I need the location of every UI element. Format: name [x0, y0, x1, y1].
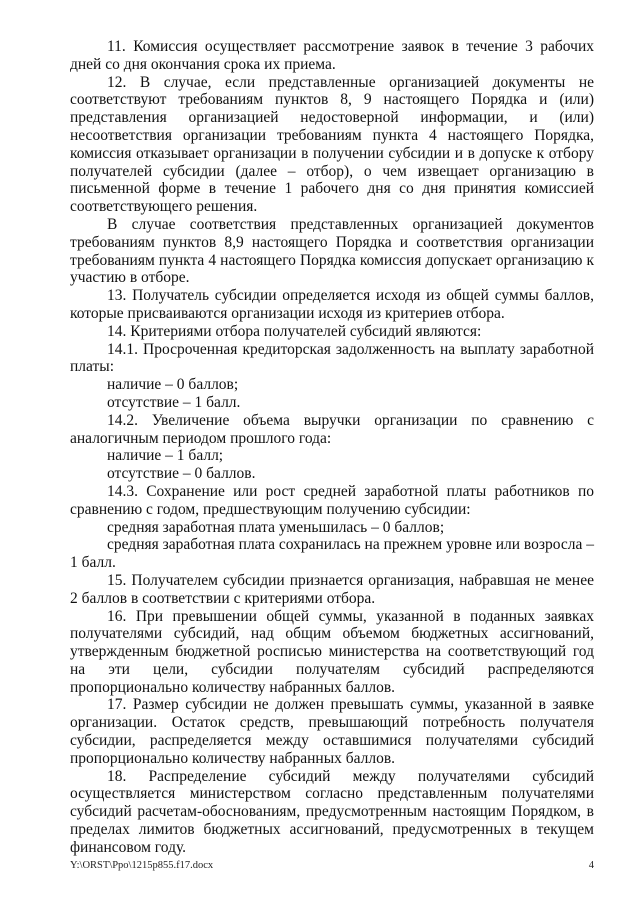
paragraph-18: 18. Распределение субсидий между получателями субсидий осуществляется министерством согласно представленным получателями субсидий расчетам-обоснованиям, предусмотренным настоящим Порядком, в пределах лимитов бюджетных ассигнований, предусмотренных в текущем финансовом году.: [70, 767, 594, 856]
paragraph-16: 16. При превышении общей суммы, указанной в поданных заявках получателями субсидий, над общим объемом бюджетных ассигнований, утвержденным бюджетной росписью министерства на соответствующий год на эти цели, субсидии получателям субсидий распределяются пропорционально количеству набранных баллов.: [70, 607, 594, 696]
paragraph-15: 15. Получателем субсидии признается организация, набравшая не менее 2 баллов в соответствии с критериями отбора.: [70, 571, 594, 607]
paragraph-14-2: 14.2. Увеличение объема выручки организации по сравнению с аналогичным периодом прошлого года:: [70, 411, 594, 447]
list-item: средняя заработная плата сохранилась на прежнем уровне или возросла – 1 балл.: [70, 536, 594, 572]
list-item: отсутствие – 0 баллов.: [107, 465, 256, 483]
list-item: отсутствие – 1 балл.: [107, 393, 241, 411]
list-item: наличие – 1 балл;: [107, 447, 224, 465]
paragraph-12: 12. В случае, если представленные организацией документы не соответствуют требованиям пунктов 8, 9 настоящего Порядка и (или) представления организацией недостоверной информации, и (или) несоответствия организации требованиям пункта 4 настоящего Порядка, комиссия отказывает организации в получении субсидии и в допуске к отбору получателей субсидии (далее – отбор), о чем извещает организацию в письменной форме в течение 1 рабочего дня со дня принятия комиссией соответствующего решения.: [70, 73, 594, 216]
paragraph-17: 17. Размер субсидии не должен превышать суммы, указанной в заявке организации. Остаток средств, превышающий потребность получателя субсидии, распределяется между оставшимися получателями субсидий пропорционально количеству набранных баллов.: [70, 696, 594, 767]
paragraph-14-1: 14.1. Просроченная кредиторская задолженность на выплату заработной платы:: [70, 340, 594, 376]
paragraph-11: 11. Комиссия осуществляет рассмотрение заявок в течение 3 рабочих дней со дня окончания срока их приема.: [70, 38, 594, 73]
document-body: [70, 38, 594, 857]
paragraph-14: 14. Критериями отбора получателей субсидий являются:: [107, 322, 482, 340]
file-path: Y:\ORST\Ppo\1215p855.f17.docx: [70, 860, 214, 871]
paragraph-12-continuation: В случае соответствия представленных организацией документов требованиям пунктов 8,9 настоящего Порядка и соответствия организации требованиям пункта 4 настоящего Порядка комиссия допускает организацию к участию в отборе.: [70, 215, 594, 287]
page-number: 4: [588, 860, 594, 871]
list-item: наличие – 0 баллов;: [107, 376, 239, 394]
list-item: средняя заработная плата уменьшилась – 0 баллов;: [107, 518, 445, 536]
paragraph-14-3: 14.3. Сохранение или рост средней заработной платы работников по сравнению с годом, предшествующим получению субсидии:: [70, 482, 594, 518]
paragraph-13: 13. Получатель субсидии определяется исходя из общей суммы баллов, которые присваиваются организации исходя из критериев отбора.: [70, 287, 594, 322]
